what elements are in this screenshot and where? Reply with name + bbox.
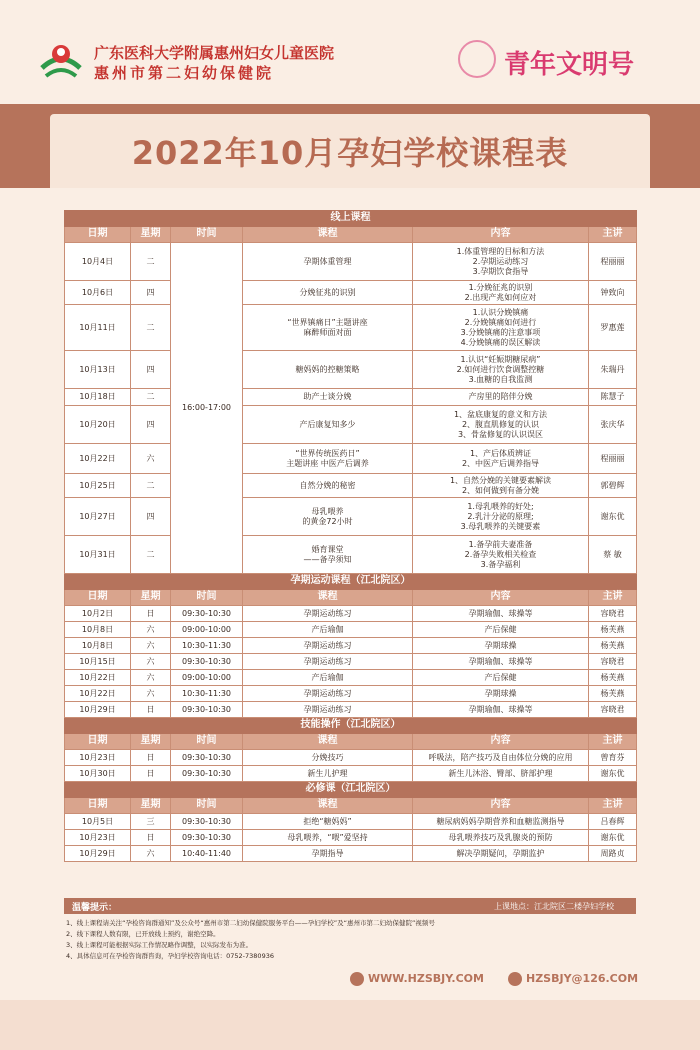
weekday-cell: 六: [131, 638, 171, 654]
course-cell: 孕期运动练习: [243, 638, 413, 654]
column-header: 日期: [65, 227, 131, 243]
column-header: 星期: [131, 734, 171, 750]
class-location: 上课地点：江北院区二楼孕妇学校: [494, 902, 614, 911]
content-cell: 1.认识“妊娠期糖尿病” 2.如何进行饮食调整控糖 3.血糖的自我监测: [413, 351, 589, 389]
speaker-cell: 杨芙燕: [589, 670, 637, 686]
table-row: [65, 702, 637, 718]
date-cell: 10月8日: [65, 622, 131, 638]
speaker-cell: 杨芙燕: [589, 622, 637, 638]
note-item: 3、线上课程可能根据实际工作情况略作调整，以实际发布为准。: [66, 941, 253, 949]
course-cell: 孕期体重管理: [243, 243, 413, 281]
table-row: [65, 814, 637, 830]
weekday-cell: 日: [131, 606, 171, 622]
column-header: 日期: [65, 734, 131, 750]
column-header: 时间: [171, 590, 243, 606]
time-cell: 09:30-10:30: [171, 750, 243, 766]
content-cell: 1、产后体质辨证 2、中医产后调养指导: [413, 444, 589, 474]
note-item: 4、具体信息可在孕检咨询群咨询，孕妇学校咨询电话：0752-7380936: [66, 952, 274, 960]
date-cell: 10月30日: [65, 766, 131, 782]
content-cell: 1、自然分娩的关键要素解读 2、如何做到有备分娩: [413, 474, 589, 498]
weekday-cell: 日: [131, 702, 171, 718]
content-cell: 1.备孕前夫妻准备 2.备孕失败相关检查 3.备孕福利: [413, 536, 589, 574]
column-header: 日期: [65, 798, 131, 814]
table-row: [65, 536, 637, 574]
column-header: 主讲: [589, 734, 637, 750]
speaker-cell: 杨芙燕: [589, 686, 637, 702]
youth-brand-logo-icon: [458, 40, 496, 78]
hospital-name: 广东医科大学附属惠州妇女儿童医院: [94, 44, 335, 62]
content-cell: 解决孕期疑问，孕期监护: [413, 846, 589, 862]
column-header: 主讲: [589, 227, 637, 243]
weekday-cell: 四: [131, 351, 171, 389]
weekday-cell: 二: [131, 389, 171, 406]
content-cell: 1.认识分娩镇痛 2.分娩镇痛如何进行 3.分娩镇痛的注意事项 4.分娩镇痛的误区解读: [413, 305, 589, 351]
date-cell: 10月13日: [65, 351, 131, 389]
course-cell: 分娩技巧: [243, 750, 413, 766]
time-cell: 09:00-10:00: [171, 670, 243, 686]
weekday-cell: 六: [131, 622, 171, 638]
table-row: [65, 830, 637, 846]
content-cell: 产房里的陪伴分娩: [413, 389, 589, 406]
course-cell: 孕期运动练习: [243, 654, 413, 670]
globe-icon: [350, 972, 364, 986]
column-header: 时间: [171, 227, 243, 243]
section-title: 孕期运动课程（江北院区）: [65, 574, 637, 590]
section-title-row: [65, 718, 637, 734]
weekday-cell: 日: [131, 830, 171, 846]
column-header: 时间: [171, 798, 243, 814]
table-row: [65, 750, 637, 766]
speaker-cell: 陈慧子: [589, 389, 637, 406]
course-cell: 产后康复知多少: [243, 406, 413, 444]
content-cell: 新生儿沐浴、臀部、脐部护理: [413, 766, 589, 782]
email-link[interactable]: HZSBJY@126.COM: [508, 972, 638, 986]
content-cell: 糖尿病妈妈孕期营养和血糖监测指导: [413, 814, 589, 830]
mail-icon: [508, 972, 522, 986]
course-cell: 婚育课堂 ——备孕须知: [243, 536, 413, 574]
content-cell: 1.体重管理的目标和方法 2.孕期运动练习 3.孕期饮食指导: [413, 243, 589, 281]
speaker-cell: 张庆华: [589, 406, 637, 444]
content-cell: 产后保健: [413, 670, 589, 686]
weekday-cell: 日: [131, 750, 171, 766]
time-cell: 09:30-10:30: [171, 830, 243, 846]
speaker-cell: 谢东优: [589, 830, 637, 846]
course-cell: 孕期运动练习: [243, 686, 413, 702]
speaker-cell: 钟致向: [589, 281, 637, 305]
content-cell: 呼吸法，陪产技巧及自由体位分娩的应用: [413, 750, 589, 766]
table-row: [65, 498, 637, 536]
table-row: [65, 351, 637, 389]
table-row: [65, 243, 637, 281]
time-cell: 09:30-10:30: [171, 814, 243, 830]
course-cell: 自然分娩的秘密: [243, 474, 413, 498]
website-link[interactable]: WWW.HZSBJY.COM: [350, 972, 484, 986]
weekday-cell: 六: [131, 670, 171, 686]
section-title-row: [65, 211, 637, 227]
date-cell: 10月8日: [65, 638, 131, 654]
weekday-cell: 六: [131, 686, 171, 702]
content-cell: 1、盆底康复的意义和方法 2、腹直肌修复的认识 3、骨盆修复的认识误区: [413, 406, 589, 444]
table-row: [65, 474, 637, 498]
column-header: 课程: [243, 227, 413, 243]
weekday-cell: 二: [131, 305, 171, 351]
date-cell: 10月29日: [65, 846, 131, 862]
content-cell: 母乳喂养技巧及乳腺炎的预防: [413, 830, 589, 846]
course-cell: 糖妈妈的控糖策略: [243, 351, 413, 389]
time-cell: 09:00-10:00: [171, 622, 243, 638]
date-cell: 10月2日: [65, 606, 131, 622]
table-row: [65, 444, 637, 474]
weekday-cell: 四: [131, 281, 171, 305]
date-cell: 10月25日: [65, 474, 131, 498]
course-cell: 助产士谈分娩: [243, 389, 413, 406]
column-header-row: [65, 590, 637, 606]
weekday-cell: 二: [131, 243, 171, 281]
speaker-cell: 容晓君: [589, 654, 637, 670]
table-row: [65, 406, 637, 444]
note-item: 2、线下课程人数有限，已开放线上预约，谢绝空降。: [66, 930, 220, 938]
weekday-cell: 二: [131, 536, 171, 574]
speaker-cell: 郭碧辉: [589, 474, 637, 498]
section-title-row: [65, 574, 637, 590]
speaker-cell: 朱瑞丹: [589, 351, 637, 389]
course-cell: 孕期指导: [243, 846, 413, 862]
speaker-cell: 容晓君: [589, 702, 637, 718]
content-cell: 孕期瑜伽、球操等: [413, 702, 589, 718]
speaker-cell: 容晓君: [589, 606, 637, 622]
time-cell: 09:30-10:30: [171, 702, 243, 718]
content-cell: 孕期球操: [413, 686, 589, 702]
date-cell: 10月11日: [65, 305, 131, 351]
table-row: [65, 305, 637, 351]
course-cell: 孕期运动练习: [243, 702, 413, 718]
weekday-cell: 六: [131, 846, 171, 862]
column-header: 课程: [243, 798, 413, 814]
column-header: 内容: [413, 734, 589, 750]
section-title: 必修课（江北院区）: [65, 782, 637, 798]
date-cell: 10月6日: [65, 281, 131, 305]
date-cell: 10月5日: [65, 814, 131, 830]
course-cell: 孕期运动练习: [243, 606, 413, 622]
page-title: 2022年10月孕妇学校课程表: [131, 134, 569, 172]
speaker-cell: 程丽丽: [589, 243, 637, 281]
course-cell: 产后瑜伽: [243, 622, 413, 638]
date-cell: 10月20日: [65, 406, 131, 444]
speaker-cell: 罗惠莲: [589, 305, 637, 351]
date-cell: 10月15日: [65, 654, 131, 670]
date-cell: 10月29日: [65, 702, 131, 718]
column-header: 课程: [243, 734, 413, 750]
table-row: [65, 389, 637, 406]
speaker-cell: 蔡 敏: [589, 536, 637, 574]
schedule-table: [64, 210, 637, 862]
speaker-cell: 程丽丽: [589, 444, 637, 474]
speaker-cell: 周路贞: [589, 846, 637, 862]
table-row: [65, 654, 637, 670]
course-cell: 分娩征兆的识别: [243, 281, 413, 305]
table-row: [65, 846, 637, 862]
section-title: 线上课程: [65, 211, 637, 227]
column-header: 主讲: [589, 590, 637, 606]
weekday-cell: 六: [131, 444, 171, 474]
column-header: 星期: [131, 798, 171, 814]
time-cell: 10:40-11:40: [171, 846, 243, 862]
course-cell: 产后瑜伽: [243, 670, 413, 686]
content-cell: 孕期球操: [413, 638, 589, 654]
time-cell: 09:30-10:30: [171, 766, 243, 782]
weekday-cell: 二: [131, 474, 171, 498]
date-cell: 10月18日: [65, 389, 131, 406]
course-cell: 母乳喂养，“喂”爱坚持: [243, 830, 413, 846]
date-cell: 10月23日: [65, 830, 131, 846]
bottom-band: [0, 1000, 700, 1050]
content-cell: 孕期瑜伽、球操等: [413, 654, 589, 670]
column-header: 内容: [413, 590, 589, 606]
course-cell: 母乳喂养 的黄金72小时: [243, 498, 413, 536]
date-cell: 10月22日: [65, 686, 131, 702]
column-header: 星期: [131, 590, 171, 606]
course-cell: “世界镇痛日”主题讲座 麻醉师面对面: [243, 305, 413, 351]
time-cell: 16:00-17:00: [171, 243, 243, 574]
note-item: 1、线上课程请关注“孕检咨询群通知”及公众号“惠州市第二妇幼保健院服务平台——孕妇学校”及“惠州市第二妇幼保健院”视频号: [66, 919, 435, 927]
speaker-cell: 曾育芬: [589, 750, 637, 766]
weekday-cell: 三: [131, 814, 171, 830]
section-title-row: [65, 782, 637, 798]
table-row: [65, 670, 637, 686]
date-cell: 10月31日: [65, 536, 131, 574]
weekday-cell: 四: [131, 406, 171, 444]
youth-brand-name: 青年文明号: [504, 50, 635, 80]
date-cell: 10月22日: [65, 444, 131, 474]
section-title: 技能操作（江北院区）: [65, 718, 637, 734]
column-header: 日期: [65, 590, 131, 606]
speaker-cell: 谢东优: [589, 498, 637, 536]
notes: [66, 918, 636, 962]
column-header-row: [65, 227, 637, 243]
tips-bar: [64, 898, 636, 914]
table-row: [65, 606, 637, 622]
course-cell: 拒绝“糖妈妈”: [243, 814, 413, 830]
time-cell: 10:30-11:30: [171, 638, 243, 654]
tips-label: 温馨提示：: [72, 903, 118, 913]
date-cell: 10月22日: [65, 670, 131, 686]
column-header: 主讲: [589, 798, 637, 814]
table-row: [65, 622, 637, 638]
content-cell: 1.母乳喂养的好处; 2.乳汁分泌的原理; 3.母乳喂养的关键要素: [413, 498, 589, 536]
time-cell: 09:30-10:30: [171, 606, 243, 622]
column-header: 内容: [413, 227, 589, 243]
weekday-cell: 四: [131, 498, 171, 536]
table-row: [65, 766, 637, 782]
column-header-row: [65, 734, 637, 750]
speaker-cell: 谢东优: [589, 766, 637, 782]
date-cell: 10月4日: [65, 243, 131, 281]
column-header: 课程: [243, 590, 413, 606]
course-cell: “世界传统医药日” 主题讲座 中医产后调养: [243, 444, 413, 474]
header: [0, 0, 700, 100]
column-header: 星期: [131, 227, 171, 243]
hospital-logo-icon: [38, 38, 84, 82]
schedule-tables: [64, 210, 636, 862]
content-cell: 产后保健: [413, 622, 589, 638]
column-header: 时间: [171, 734, 243, 750]
speaker-cell: 杨芙燕: [589, 638, 637, 654]
date-cell: 10月27日: [65, 498, 131, 536]
time-cell: 09:30-10:30: [171, 654, 243, 670]
content-cell: 1.分娩征兆的识别 2.出现产兆如何应对: [413, 281, 589, 305]
table-row: [65, 638, 637, 654]
column-header: 内容: [413, 798, 589, 814]
course-cell: 新生儿护理: [243, 766, 413, 782]
hospital-subname: 惠州市第二妇幼保健院: [94, 64, 275, 82]
speaker-cell: 吕春辉: [589, 814, 637, 830]
table-row: [65, 281, 637, 305]
date-cell: 10月23日: [65, 750, 131, 766]
content-cell: 孕期瑜伽、球操等: [413, 606, 589, 622]
table-row: [65, 686, 637, 702]
weekday-cell: 日: [131, 766, 171, 782]
column-header-row: [65, 798, 637, 814]
time-cell: 10:30-11:30: [171, 686, 243, 702]
weekday-cell: 六: [131, 654, 171, 670]
